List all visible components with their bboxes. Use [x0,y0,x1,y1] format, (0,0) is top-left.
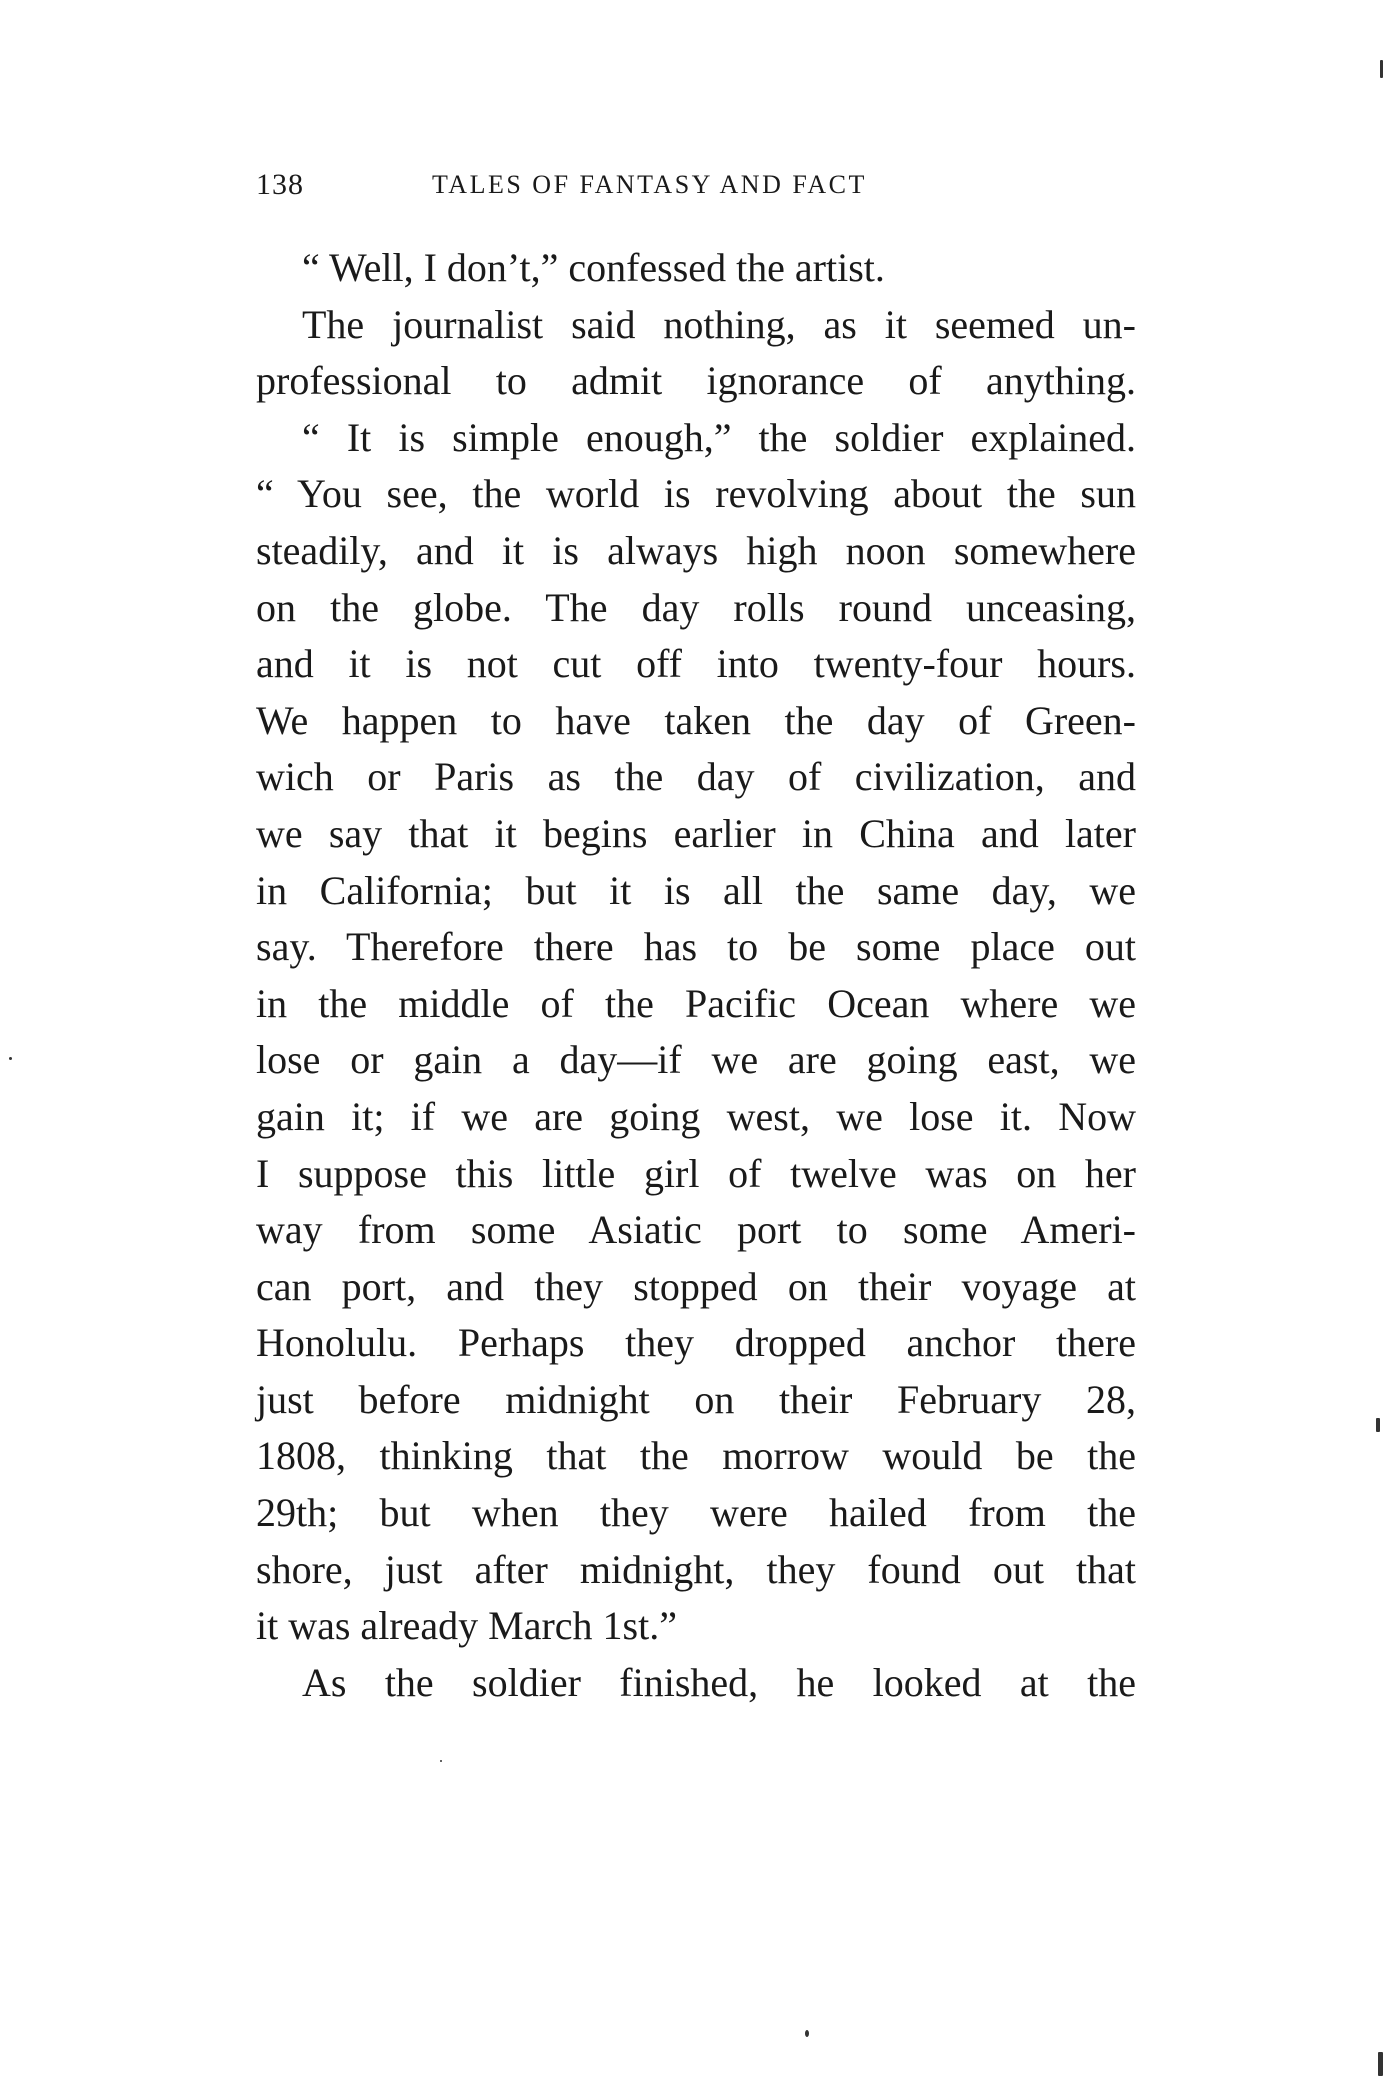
scan-speck [1380,60,1383,78]
scan-speck [1378,2052,1383,2076]
text-line: in California; but it is all the same day, we [256,867,1136,913]
running-title: TALES OF FANTASY AND FACT [432,170,867,199]
running-head [256,168,1136,208]
text-line: We happen to have taken the day of Green- [256,697,1136,743]
text-line: 1808, thinking that the morrow would be the [256,1433,1136,1479]
body-text [256,240,1136,1711]
text-line: “ You see, the world is revolving about the sun [256,471,1136,517]
text-line: in the middle of the Pacific Ocean where we [256,980,1136,1026]
text-line: and it is not cut off into twenty-four hours. [256,641,1136,687]
text-line: we say that it begins earlier in China and later [256,810,1136,856]
text-line: I suppose this little girl of twelve was on her [256,1150,1136,1196]
text-line: can port, and they stopped on their voyage at [256,1263,1136,1309]
text-line: As the soldier finished, he looked at the [302,1659,1136,1705]
text-line: shore, just after midnight, they found out that [256,1546,1136,1592]
text-line: “ Well, I don’t,” confessed the artist. [302,245,885,290]
text-line: it was already March 1st.” [256,1603,677,1649]
text-line: professional to admit ignorance of anything. [256,358,1136,404]
text-line: way from some Asiatic port to some Ameri- [256,1207,1136,1253]
text-line: Honolulu. Perhaps they dropped anchor there [256,1320,1136,1366]
scan-speck [9,1057,12,1060]
text-line: 29th; but when they were hailed from the [256,1490,1136,1536]
text-line: “ It is simple enough,” the soldier explained. [302,414,1136,460]
scan-speck [805,2030,809,2037]
scan-speck [1376,1418,1380,1432]
text-line: wich or Paris as the day of civilization, and [256,754,1136,800]
text-line: just before midnight on their February 28, [256,1376,1136,1422]
text-line: say. Therefore there has to be some place out [256,924,1136,970]
page-number: 138 [256,168,304,201]
text-line: on the globe. The day rolls round unceasing, [256,584,1136,630]
text-line: The journalist said nothing, as it seemed un- [302,301,1136,347]
text-line: steadily, and it is always high noon somewhere [256,527,1136,573]
text-line: gain it; if we are going west, we lose it. Now [256,1093,1136,1139]
scan-speck [440,1760,442,1762]
text-line: lose or gain a day—if we are going east, we [256,1037,1136,1083]
